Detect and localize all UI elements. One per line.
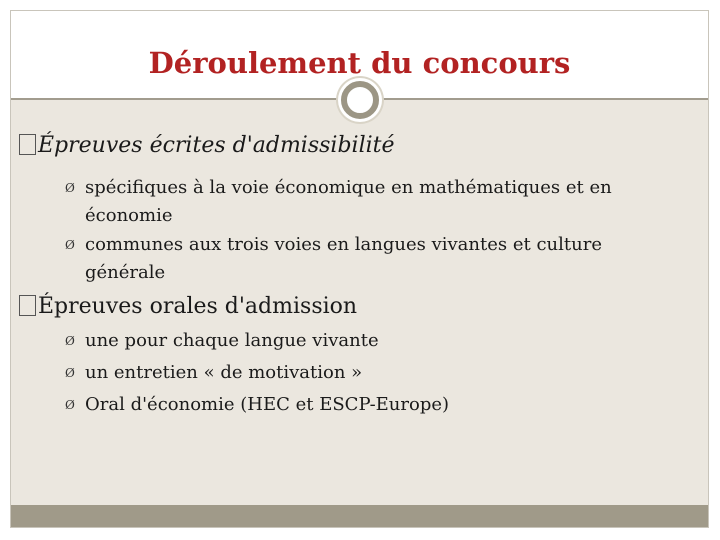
slide-title: Déroulement du concours — [148, 46, 571, 80]
missing-glyph-icon — [19, 295, 36, 316]
list-item: Ø Oral d'économie (HEC et ESCP-Europe) — [65, 391, 665, 419]
list-item: Ø un entretien « de motivation » — [65, 359, 665, 387]
arrow-bullet-icon: Ø — [65, 238, 75, 252]
arrow-bullet-icon: Ø — [65, 398, 75, 412]
arrow-bullet-icon: Ø — [65, 366, 75, 380]
section-heading-written: Épreuves écrites d'admissibilité — [19, 132, 395, 160]
list-item: Ø une pour chaque langue vivante — [65, 327, 665, 355]
arrow-bullet-icon: Ø — [65, 181, 75, 195]
missing-glyph-icon — [19, 134, 36, 155]
section-heading-oral: Épreuves orales d'admission — [19, 293, 357, 321]
arrow-bullet-icon: Ø — [65, 334, 75, 348]
slide — [10, 10, 709, 528]
circle-ornament-icon — [341, 81, 379, 119]
list-item: Ø communes aux trois voies en langues vivantes et culture générale — [65, 231, 665, 287]
footer-bar — [11, 505, 708, 527]
list-item: Ø spécifiques à la voie économique en mathématiques et en économie — [65, 174, 665, 230]
